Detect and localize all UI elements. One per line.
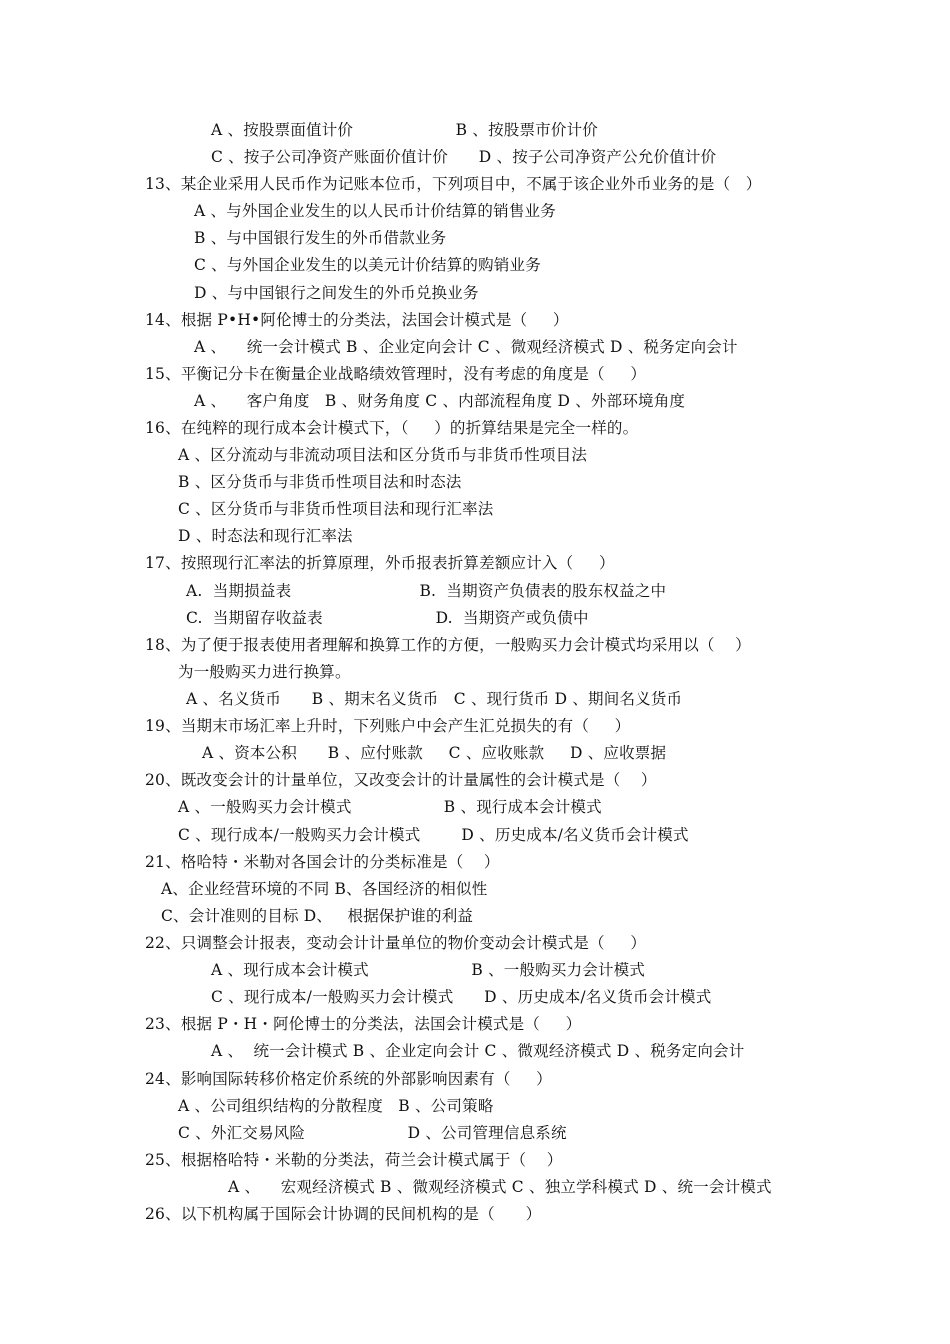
q12-options-ab: A 、按股票面值计价 B 、按股票市价计价 (211, 121, 598, 139)
q13-option-c: C 、与外国企业发生的以美元计价结算的购销业务 (194, 256, 541, 274)
q15-options: A 、 客户角度 B 、财务角度 C 、内部流程角度 D 、外部环境角度 (194, 392, 686, 410)
q16-question: 16、在纯粹的现行成本会计模式下，（ ）的折算结果是完全一样的。 (145, 419, 639, 437)
q18-question-cont: 为一般购买力进行换算。 (178, 663, 351, 681)
q12-options-cd: C 、按子公司净资产账面价值计价 D 、按子公司净资产公允价值计价 (211, 148, 717, 166)
q22-options-ab: A 、现行成本会计模式 B 、一般购买力会计模式 (211, 961, 646, 979)
q17-question: 17、按照现行汇率法的折算原理，外币报表折算差额应计入（ ） (145, 554, 615, 572)
q14-question: 14、根据 P•H•阿伦博士的分类法，法国会计模式是（ ） (145, 311, 569, 329)
q16-option-b: B 、区分货币与非货币性项目法和时态法 (178, 473, 462, 491)
q21-options-ab: A、企业经营环境的不同 B、各国经济的相似性 (161, 880, 488, 898)
q25-question: 25、根据格哈特・米勒的分类法，荷兰会计模式属于（ ） (145, 1151, 563, 1169)
q13-option-b: B 、与中国银行发生的外币借款业务 (194, 229, 447, 247)
q26-question: 26、以下机构属于国际会计协调的民间机构的是（ ） (145, 1205, 542, 1223)
q21-options-cd: C、会计准则的目标 D、 根据保护谁的利益 (161, 907, 474, 925)
q24-options-cd: C 、外汇交易风险 D 、公司管理信息系统 (178, 1124, 567, 1142)
q17-options-ab: A. 当期损益表 B. 当期资产负债表的股东权益之中 (186, 582, 667, 600)
q13-question: 13、某企业采用人民币作为记账本位币，下列项目中，不属于该企业外币业务的是（ ） (145, 175, 762, 193)
q18-options: A 、名义货币 B 、期末名义货币 C 、现行货币 D 、期间名义货币 (186, 690, 683, 708)
q23-question: 23、根据 P・H・阿伦博士的分类法，法国会计模式是（ ） (145, 1015, 582, 1033)
q14-options: A 、 统一会计模式 B 、企业定向会计 C 、微观经济模式 D 、税务定向会计 (194, 338, 738, 356)
q21-question: 21、格哈特・米勒对各国会计的分类标准是（ ） (145, 853, 500, 871)
q16-option-a: A 、区分流动与非流动项目法和区分货币与非货币性项目法 (178, 446, 588, 464)
q20-question: 20、既改变会计的计量单位，又改变会计的计量属性的会计模式是（ ） (145, 771, 657, 789)
q23-options: A 、 统一会计模式 B 、企业定向会计 C 、微观经济模式 D 、税务定向会计 (211, 1042, 745, 1060)
q25-options: A 、 宏观经济模式 B 、微观经济模式 C 、独立学科模式 D 、统一会计模式 (228, 1178, 772, 1196)
q20-options-ab: A 、一般购买力会计模式 B 、现行成本会计模式 (178, 798, 602, 816)
q16-option-d: D 、时态法和现行汇率法 (178, 527, 353, 545)
q20-options-cd: C 、现行成本/一般购买力会计模式 D 、历史成本/名义货币会计模式 (178, 826, 689, 844)
q16-option-c: C 、区分货币与非货币性项目法和现行汇率法 (178, 500, 494, 518)
q17-options-cd: C. 当期留存收益表 D. 当期资产或负债中 (186, 609, 589, 627)
q24-options-ab: A 、公司组织结构的分散程度 B 、公司策略 (178, 1097, 494, 1115)
q13-option-d: D 、与中国银行之间发生的外币兑换业务 (194, 284, 479, 302)
q22-options-cd: C 、现行成本/一般购买力会计模式 D 、历史成本/名义货币会计模式 (211, 988, 712, 1006)
q22-question: 22、只调整会计报表，变动会计计量单位的物价变动会计模式是（ ） (145, 934, 647, 952)
q19-question: 19、当期末市场汇率上升时，下列账户中会产生汇兑损失的有（ ） (145, 717, 631, 735)
q19-options: A 、资本公积 B 、应付账款 C 、应收账款 D 、应收票据 (202, 744, 667, 762)
q24-question: 24、影响国际转移价格定价系统的外部影响因素有（ ） (145, 1070, 552, 1088)
q13-option-a: A 、与外国企业发生的以人民币计价结算的销售业务 (194, 202, 556, 220)
q15-question: 15、平衡记分卡在衡量企业战略绩效管理时，没有考虑的角度是（ ） (145, 365, 647, 383)
q18-question: 18、为了便于报表使用者理解和换算工作的方便，一般购买力会计模式均采用以（ ） (145, 636, 751, 654)
